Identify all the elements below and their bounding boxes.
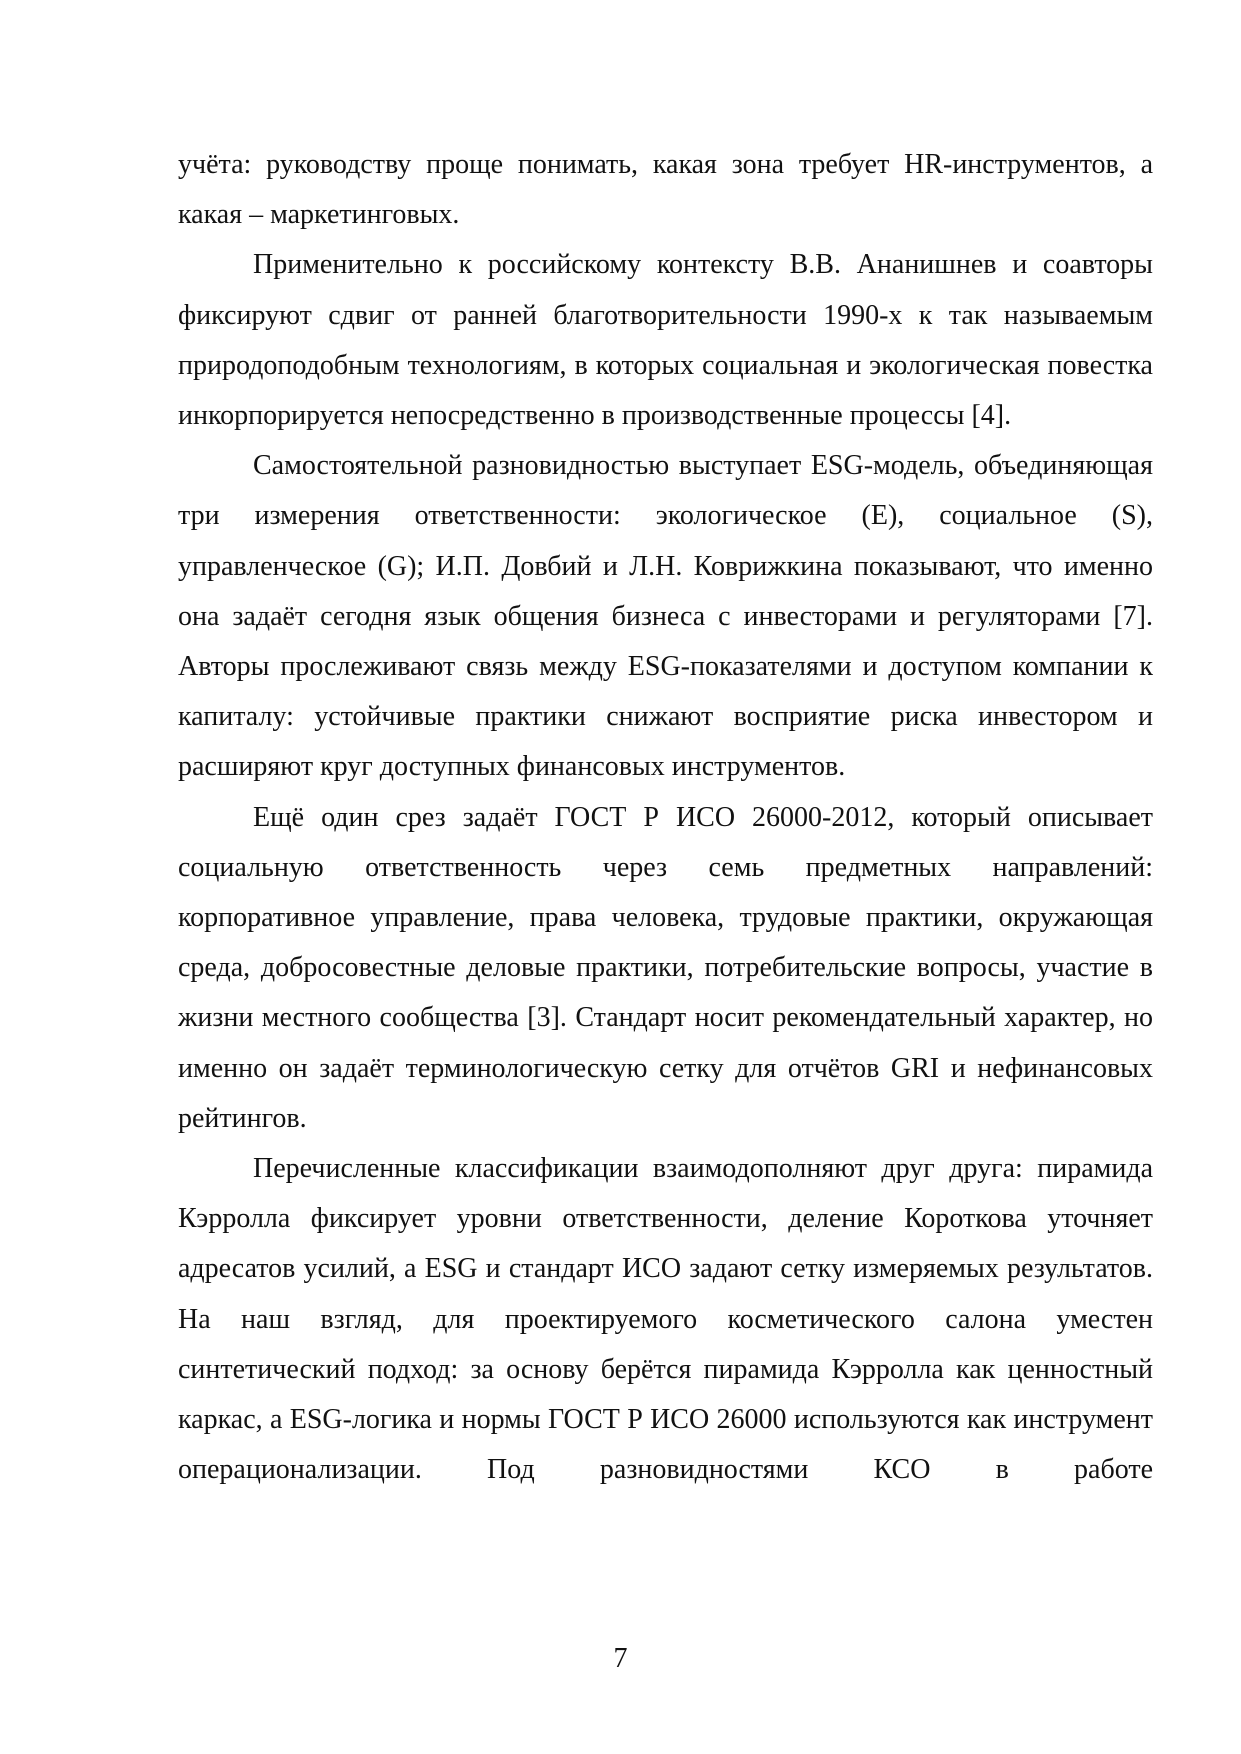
paragraph-continuation: учёта: руководству проще понимать, какая зона требует HR-инструментов, а какая – маркетинговых.	[178, 149, 1153, 231]
page-number: 7	[613, 1643, 628, 1674]
paragraph-classifications: Перечисленные классификации взаимодополняют друг друга: пирамида Кэрролла фиксирует уровни ответственности, деление Короткова уточняет адресатов усилий, а ESG и стандарт ИСО задают сетку измеряемых результатов. На наш взгляд, для проектируемого косметического салона уместен синтетический подход: за основу берётся пирамида Кэрролла как ценностный каркас, а ESG-логика и нормы ГОСТ Р ИСО 26000 используются как инструмент операционализации. Под разновидностями КСО в работе	[178, 1153, 1153, 1486]
body-text	[178, 140, 1153, 1495]
paragraph-russian-context: Применительно к российскому контексту В.В. Ананишнев и соавторы фиксируют сдвиг от ранней благотворительности 1990-х к так называемым природоподобным технологиям, в которых социальная и экологическая повестка инкорпорируется непосредственно в производственные процессы [4].	[178, 249, 1153, 432]
paragraph-esg-model: Самостоятельной разновидностью выступает ESG-модель, объединяющая три измерения ответственности: экологическое (E), социальное (S), управленческое (G); И.П. Довбий и Л.Н. Коврижкина показывают, что именно она задаёт сегодня язык общения бизнеса с инвесторами и регуляторами [7]. Авторы прослеживают связь между ESG-показателями и доступом компании к капиталу: устойчивые практики снижают восприятие риска инвестором и расширяют круг доступных финансовых инструментов.	[178, 450, 1153, 783]
paragraph-gost-iso: Ещё один срез задаёт ГОСТ Р ИСО 26000-2012, который описывает социальную ответственность через семь предметных направлений: корпоративное управление, права человека, трудовые практики, окружающая среда, добросовестные деловые практики, потребительские вопросы, участие в жизни местного сообщества [3]. Стандарт носит рекомендательный характер, но именно он задаёт терминологическую сетку для отчётов GRI и нефинансовых рейтингов.	[178, 801, 1153, 1134]
